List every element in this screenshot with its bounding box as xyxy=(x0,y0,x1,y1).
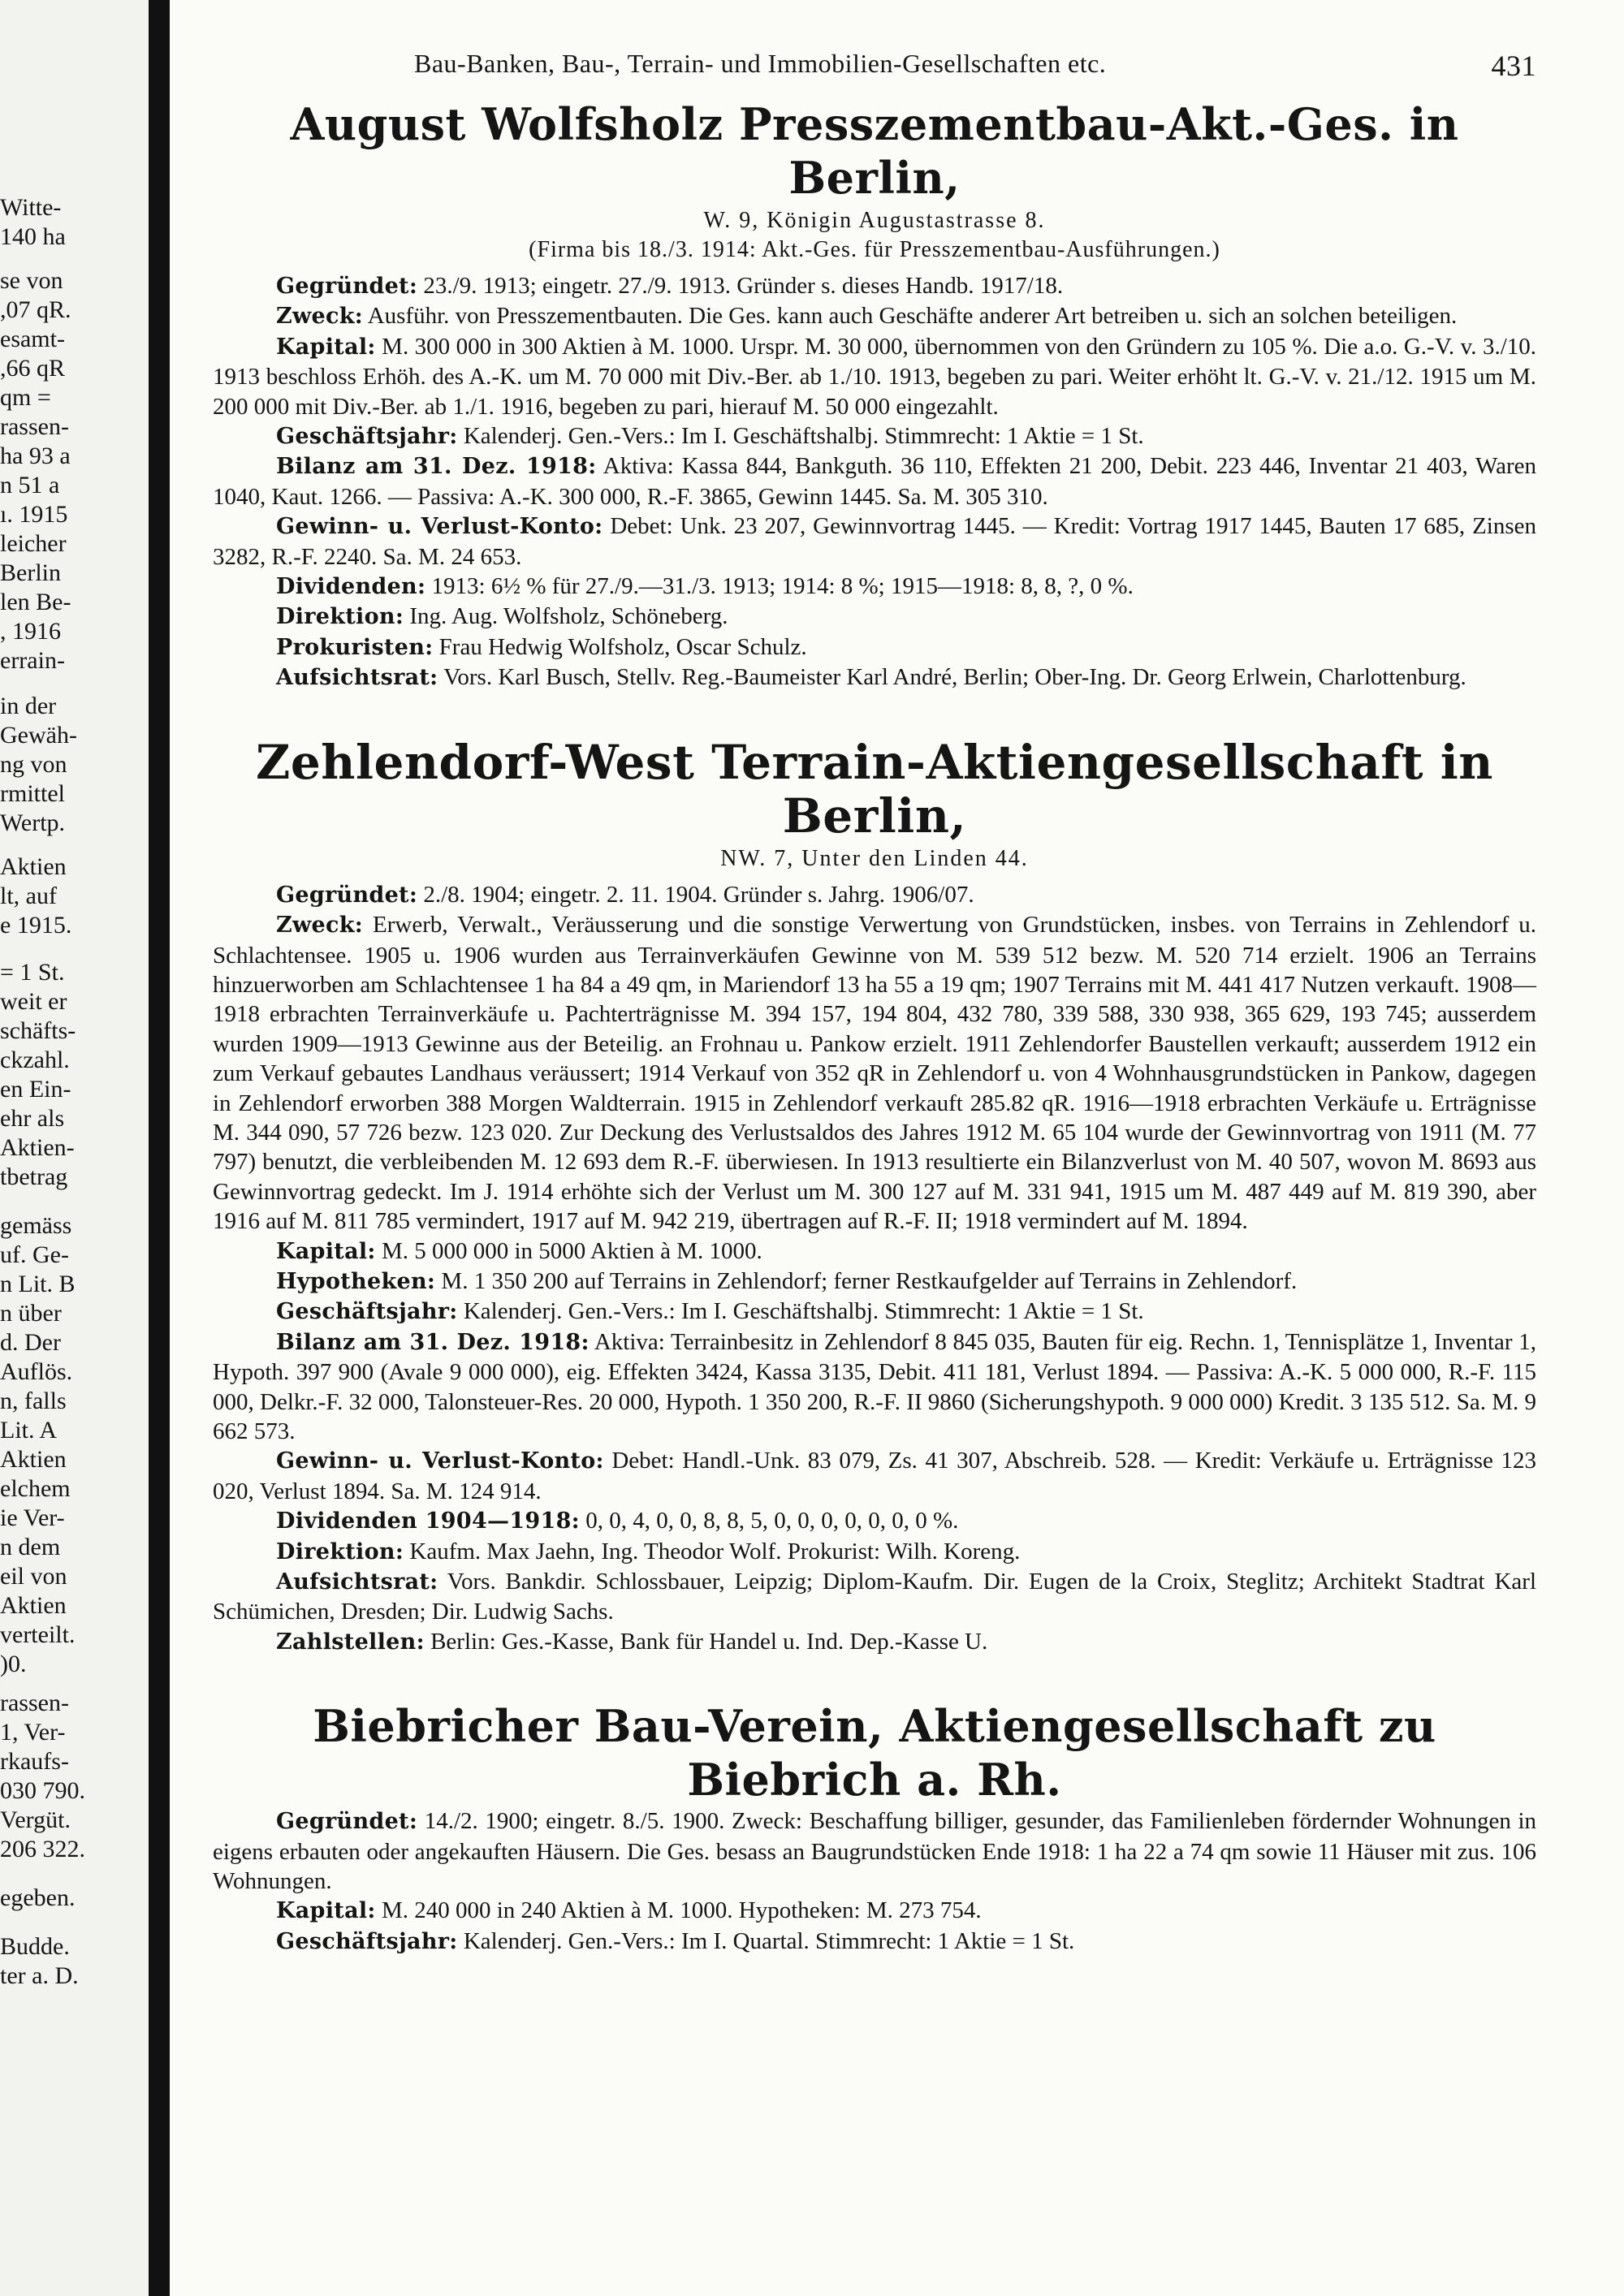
page-body xyxy=(213,49,1536,1999)
paragraph-label: Direktion: xyxy=(276,604,404,630)
paragraph-text: Kalenderj. Gen.-Vers.: Im I. Geschäftshalbj. Stimmrecht: 1 Aktie = 1 St. xyxy=(463,1298,1144,1325)
paragraph-label: Zweck: xyxy=(276,304,364,330)
margin-fragment: ,66 qR xyxy=(0,355,66,382)
entry-paragraph xyxy=(213,1506,1536,1536)
margin-fragment: n Lit. B xyxy=(0,1271,76,1297)
paragraph-label: Hypotheken: xyxy=(276,1268,436,1294)
margin-fragment: rkaufs- xyxy=(0,1748,69,1775)
margin-fragment: ehr als xyxy=(0,1105,65,1132)
margin-fragment: ha 93 a xyxy=(0,442,71,469)
paragraph-text: Erwerb, Verwalt., Veräusserung und die sonstige Verwertung von Grundstücken, insbes. von Terrains in Zehlendorf u. Schlachtensee. 1905 u. 1906 wurden aus Terrainverkäufen Gewinne von M. 539 512 bezw. M. 520 714 erzielt. 1906 an Terrains hinzuerworben am Schlachtensee 1 ha 84 a 49 qm, in Mariendorf 13 ha 55 a 19 qm; 1907 Terrains mit M. 441 417 Nutzen verkauft. 1908—1918 erbrachten Terrainverkäufe u. Pachterträgnisse M. 394 157, 194 804, 432 780, 339 588, 330 938, 365 629, 193 745; ausserdem wurden 1909—1913 Gewinne aus der Beteilig. an Frohnau u. Pankow erzielt. 1911 Zehlendorfer Baustellen verkauft; ausserdem 1912 ein zum Verkauf gebautes Landhaus veräussert; 1914 Verkauf von 352 qR in Zehlendorf u. von 4 Wohnhausgrundstücken in Pankow, dagegen in Zehlendorf erworben 388 Morgen Waldterrain. 1915 in Zehlendorf verkauft 285.82 qR. 1916—1918 erbrachten Verkäufe u. Erträgnisse M. 344 090, 57 726 bezw. 123 020. Zur Deckung des Verlustsaldos des Jahres 1912 M. 65 104 wurde der Gewinnvortrag von 1911 (M. 77 797) benutzt, die verbleibenden M. 12 693 dem R.-F. überwiesen. In 1913 resultierte ein Bilanzverlust von M. 40 507, wovon M. 8693 aus Gewinnvortrag gedeckt. Im J. 1914 erhöhte sich der Verlust um M. 300 127 auf M. 331 941, 1915 um M. 487 449 auf M. 819 390, aber 1916 auf M. 811 785 vermindert, 1917 auf M. 942 219, übertragen auf R.-F. II; 1918 vermindert auf M. 1894. xyxy=(213,912,1536,1235)
paragraph-label: Gegründet: xyxy=(276,882,418,908)
paragraph-label: Geschäftsjahr: xyxy=(276,424,458,450)
company-name: Zehlendorf-West Terrain-Aktiengesellschaft in Berlin, xyxy=(256,734,1493,844)
paragraph-text: Debet: Handl.-Unk. 83 079, Zs. 41 307, Abschreib. 528. — Kredit: Verkäufe u. Erträgnisse 123 020, Verlust 1894. Sa. M. 124 914. xyxy=(213,1448,1536,1504)
paragraph-label: Aufsichtsrat: xyxy=(276,665,438,691)
paragraph-text: 1913: 6½ % für 27./9.—31./3. 1913; 1914: 8 %; 1915—1918: 8, 8, ?, 0 %. xyxy=(431,573,1134,600)
entry-paragraph xyxy=(213,632,1536,662)
margin-fragment: rmittel xyxy=(0,780,65,807)
paragraph-label: Kapital: xyxy=(276,334,376,360)
paragraph-label: Aufsichtsrat: xyxy=(276,1569,438,1595)
paragraph-label: Gewinn- u. Verlust-Konto: xyxy=(276,514,603,540)
paragraph-label: Dividenden 1904—1918: xyxy=(276,1508,580,1534)
margin-fragment: qm = xyxy=(0,384,51,411)
entry-paragraph xyxy=(213,332,1536,421)
margin-fragment: Budde. xyxy=(0,1933,70,1960)
company-address: NW. 7, Unter den Linden 44. xyxy=(720,845,1029,871)
margin-fragment: Aktien- xyxy=(0,1134,75,1161)
paragraph-label: Geschäftsjahr: xyxy=(276,1299,458,1325)
margin-fragment: n über xyxy=(0,1300,62,1327)
entry-paragraph xyxy=(213,301,1536,331)
paragraph-text: Vors. Bankdir. Schlossbauer, Leipzig; Diplom-Kaufm. Dir. Eugen de la Croix, Steglitz; Architekt Stadtrat Karl Schümichen, Dresden; Dir. Ludwig Sachs. xyxy=(213,1569,1536,1625)
margin-fragment: ckzahl. xyxy=(0,1047,70,1073)
entries-list xyxy=(213,97,1536,1957)
margin-fragment: ie Ver- xyxy=(0,1504,65,1531)
paragraph-text: Ausführ. von Presszementbauten. Die Ges. kann auch Geschäfte anderer Art betreiben u. sich an solchen beteiligen. xyxy=(367,303,1458,330)
entry-paragraph xyxy=(213,421,1536,451)
entry-paragraph xyxy=(213,1927,1536,1957)
margin-fragment: in der xyxy=(0,693,57,719)
margin-fragment: len Be- xyxy=(0,589,71,615)
paragraph-text: 23./9. 1913; eingetr. 27./9. 1913. Gründer s. dieses Handb. 1917/18. xyxy=(423,273,1064,299)
entry-paragraph xyxy=(213,1567,1536,1627)
margin-fragment: Auflös. xyxy=(0,1358,73,1385)
running-head-title: Bau-Banken, Bau-, Terrain- und Immobilien-Gesellschaften etc. xyxy=(414,49,1107,78)
paragraph-text: Berlin: Ges.-Kasse, Bank für Handel u. Ind. Dep.-Kasse U. xyxy=(430,1628,988,1655)
paragraph-text: Kalenderj. Gen.-Vers.: Im I. Geschäftshalbj. Stimmrecht: 1 Aktie = 1 St. xyxy=(463,423,1144,450)
paragraph-text: 2./8. 1904; eingetr. 2. 11. 1904. Gründer s. Jahrg. 1906/07. xyxy=(423,881,974,908)
margin-fragment: , 1916 xyxy=(0,618,61,645)
entry-paragraph xyxy=(213,271,1536,301)
paragraph-text: 0, 0, 4, 0, 0, 8, 8, 5, 0, 0, 0, 0, 0, 0, 0 %. xyxy=(585,1508,959,1534)
entry-paragraph xyxy=(213,910,1536,1236)
paragraph-text: Frau Hedwig Wolfsholz, Oscar Schulz. xyxy=(438,633,807,660)
margin-fragment: esamt- xyxy=(0,326,65,352)
paragraph-text: 14./2. 1900; eingetr. 8./5. 1900. Zweck: Beschaffung billiger, gesunder, das Familienleben fördernder Wohnungen in eigens erbauten oder angekauften Häusern. Die Ges. besass an Baugrundstücken Ende 1918: 1 ha 22 a 74 qm sowie 11 Häuser mit zus. 106 Wohnungen. xyxy=(213,1808,1537,1895)
margin-fragment: Berlin xyxy=(0,559,61,586)
margin-fragment: ter a. D. xyxy=(0,1962,79,1989)
paragraph-text: Kaufm. Max Jaehn, Ing. Theodor Wolf. Prokurist: Wilh. Koreng. xyxy=(409,1538,1021,1564)
margin-fragment: schäfts- xyxy=(0,1017,76,1044)
paragraph-label: Kapital: xyxy=(276,1898,376,1924)
paragraph-text: M. 5 000 000 in 5000 Aktien à M. 1000. xyxy=(381,1237,762,1264)
margin-fragment: gemäss xyxy=(0,1212,72,1239)
paragraph-text: Debet: Unk. 23 207, Gewinnvortrag 1445. — Kredit: Vortrag 1917 1445, Bauten 17 685, Zinsen 3282, R.-F. 2240. Sa. M. 24 653. xyxy=(213,513,1536,570)
running-head xyxy=(213,49,1536,97)
margin-fragment: Aktien xyxy=(0,853,67,880)
entry-paragraph xyxy=(213,1627,1536,1657)
margin-fragment: 1, Ver- xyxy=(0,1719,66,1746)
company-name: August Wolfsholz Presszementbau-Akt.-Ges. in Berlin, xyxy=(290,98,1459,204)
entry-paragraph xyxy=(213,1267,1536,1297)
margin-fragment: rassen- xyxy=(0,413,69,440)
adjacent-page-margin xyxy=(0,0,149,2296)
margin-fragment: rassen- xyxy=(0,1690,69,1716)
margin-fragment: Vergüt. xyxy=(0,1806,71,1833)
company-address: W. 9, Königin Augustastrasse 8. xyxy=(703,208,1046,233)
margin-fragment: Aktien xyxy=(0,1592,67,1619)
margin-fragment: n, falls xyxy=(0,1388,67,1414)
entry-paragraph xyxy=(213,511,1536,572)
entry-paragraph xyxy=(213,662,1536,693)
company-entry xyxy=(213,97,1536,693)
paragraph-text: Kalenderj. Gen.-Vers.: Im I. Quartal. Stimmrecht: 1 Aktie = 1 St. xyxy=(463,1927,1075,1954)
margin-fragment: ı. 1915 xyxy=(0,501,68,528)
margin-fragment: ,07 qR. xyxy=(0,296,71,323)
margin-fragment: uf. Ge- xyxy=(0,1241,69,1268)
margin-fragment: Lit. A xyxy=(0,1417,58,1444)
margin-fragment: verteilt. xyxy=(0,1621,76,1648)
entry-paragraph xyxy=(213,1896,1536,1926)
entry-paragraph xyxy=(213,572,1536,602)
page-number: 431 xyxy=(1491,50,1536,82)
company-name: Biebricher Bau-Verein, Aktiengesellschaft zu Biebrich a. Rh. xyxy=(313,1700,1436,1806)
entry-paragraph xyxy=(213,880,1536,910)
entry-paragraph xyxy=(213,1327,1536,1447)
paragraph-text: Aktiva: Kassa 844, Bankguth. 36 110, Effekten 21 200, Debit. 223 446, Inventar 21 403, Waren 1040, Kaut. 1266. — Passiva: A.-K. 300 000, R.-F. 3865, Gewinn 1445. Sa. M. 305 310. xyxy=(213,453,1536,510)
company-entry xyxy=(213,736,1536,1658)
paragraph-text: Aktiva: Terrainbesitz in Zehlendorf 8 845 035, Bauten für eig. Rechn. 1, Tennisplätze 1, Inventar 1, Hypoth. 397 900 (Avale 9 000 000), eig. Effekten 3424, Kassa 3135, Debit. 411 181, Verlust 1894. — Passiva: A.-K. 5 000 000, R.-F. 115 000, Delkr.-F. 32 000, Talonsteuer-Res. 20 000, Hypoth. 1 350 200, R.-F. II 9860 (Sicherungshypoth. 9 000 000) Kredit. 3 135 512. Sa. M. 9 662 573. xyxy=(213,1328,1536,1444)
paragraph-label: Gegründet: xyxy=(276,1809,418,1835)
margin-fragment: en Ein- xyxy=(0,1076,71,1103)
paragraph-label: Zweck: xyxy=(276,913,364,939)
paragraph-label: Bilanz am 31. Dez. 1918: xyxy=(276,1329,590,1355)
margin-fragment: leicher xyxy=(0,530,67,557)
paragraph-label: Direktion: xyxy=(276,1539,404,1564)
margin-fragment: 206 322. xyxy=(0,1836,85,1862)
margin-fragment: e 1915. xyxy=(0,912,72,939)
margin-fragment: )0. xyxy=(0,1651,27,1677)
paragraph-text: M. 1 350 200 auf Terrains in Zehlendorf; ferner Restkaufgelder auf Terrains in Zehlendorf. xyxy=(441,1267,1298,1294)
paragraph-text: M. 300 000 in 300 Aktien à M. 1000. Urspr. M. 30 000, übernommen von den Gründern zu 105 %. Die a.o. G.-V. v. 3./10. 1913 beschloss Erhöh. des A.-K. um M. 70 000 mit Div.-Ber. ab 1./10. 1913, begeben zu pari. Weiter erhöht lt. G.-V. v. 21./12. 1915 um M. 200 000 mit Div.-Ber. ab 1./1. 1916, begeben zu pari, hierauf M. 50 000 eingezahlt. xyxy=(213,333,1537,420)
paragraph-label: Zahlstellen: xyxy=(276,1629,425,1655)
entry-paragraph xyxy=(213,1537,1536,1567)
company-entry xyxy=(213,1699,1536,1957)
book-gutter xyxy=(149,0,170,2296)
paragraph-label: Gegründet: xyxy=(276,274,418,299)
margin-fragment: Gewäh- xyxy=(0,722,77,749)
margin-fragment: n 51 a xyxy=(0,472,60,498)
margin-fragment: d. Der xyxy=(0,1329,61,1356)
entry-paragraph xyxy=(213,1806,1536,1896)
entry-paragraph xyxy=(213,1236,1536,1267)
paragraph-label: Geschäftsjahr: xyxy=(276,1928,458,1954)
paragraph-label: Kapital: xyxy=(276,1238,376,1264)
margin-fragment: Wertp. xyxy=(0,809,66,836)
entry-paragraph xyxy=(213,1446,1536,1506)
paragraph-text: M. 240 000 in 240 Aktien à M. 1000. Hypotheken: M. 273 754. xyxy=(381,1897,982,1924)
margin-fragment: elchem xyxy=(0,1475,71,1502)
paragraph-label: Gewinn- u. Verlust-Konto: xyxy=(276,1448,604,1474)
margin-fragment: weit er xyxy=(0,988,67,1015)
paragraph-label: Prokuristen: xyxy=(276,634,434,660)
former-company-name: (Firma bis 18./3. 1914: Akt.-Ges. für Presszementbau-Ausführungen.) xyxy=(529,237,1220,262)
entry-paragraph xyxy=(213,451,1536,511)
margin-fragment: 140 ha xyxy=(0,223,66,250)
entry-paragraph xyxy=(213,1297,1536,1327)
paragraph-label: Bilanz am 31. Dez. 1918: xyxy=(276,454,597,480)
paragraph-label: Dividenden: xyxy=(276,574,426,600)
margin-fragment: tbetrag xyxy=(0,1163,68,1190)
margin-fragment: 030 790. xyxy=(0,1777,85,1804)
margin-fragment: egeben. xyxy=(0,1884,76,1911)
margin-fragment: lt, auf xyxy=(0,883,57,909)
margin-fragment: n dem xyxy=(0,1534,61,1560)
entry-paragraph xyxy=(213,602,1536,632)
margin-fragment: Aktien xyxy=(0,1446,67,1473)
margin-fragment: = 1 St. xyxy=(0,959,65,986)
margin-fragment: se von xyxy=(0,267,63,294)
paragraph-text: Ing. Aug. Wolfsholz, Schöneberg. xyxy=(409,603,728,630)
margin-fragment: errain- xyxy=(0,647,65,674)
margin-fragment: Witte- xyxy=(0,194,62,221)
margin-fragment: eil von xyxy=(0,1563,67,1590)
paragraph-text: Vors. Karl Busch, Stellv. Reg.-Baumeister Karl André, Berlin; Ober-Ing. Dr. Georg Erlwein, Charlottenburg. xyxy=(443,664,1466,691)
margin-fragment: ng von xyxy=(0,751,67,778)
